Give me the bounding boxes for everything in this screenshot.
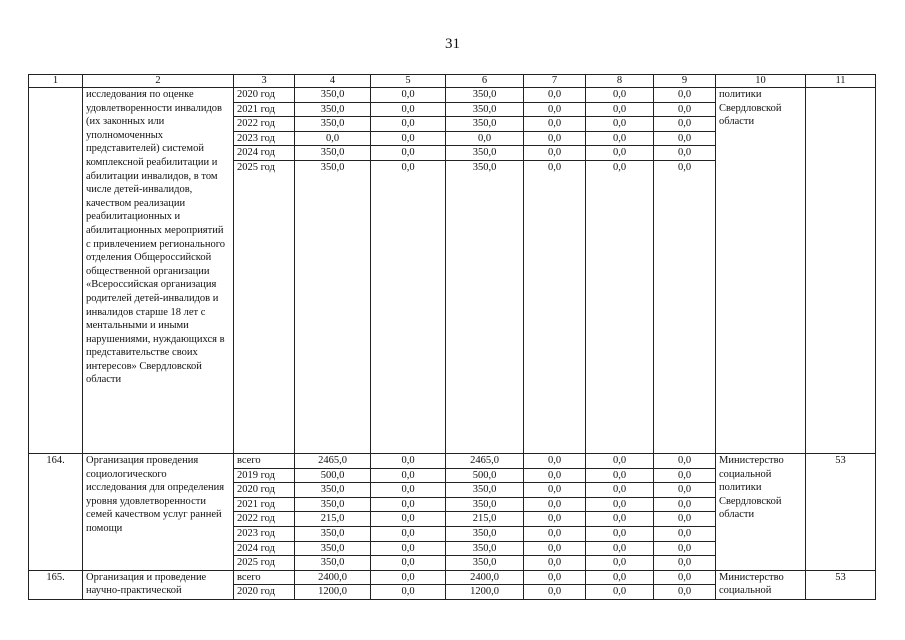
col7-cells — [524, 88, 586, 454]
value-cell: 2400,0 — [446, 571, 523, 586]
value-cell: 0,0 — [612, 161, 627, 173]
value-cell: 350,0 — [446, 88, 523, 103]
col7-cells — [524, 570, 586, 599]
col-header: 9 — [654, 75, 716, 88]
value-cell: 0,0 — [524, 512, 585, 527]
year-cell: 2020 год — [234, 88, 294, 103]
year-cell: 2020 год — [237, 586, 275, 598]
value-cell: 0,0 — [524, 132, 585, 147]
value-cell: 0,0 — [524, 469, 585, 484]
value-cell: 0,0 — [371, 483, 445, 498]
value-cell: 0,0 — [401, 161, 415, 173]
col4-cells — [295, 454, 371, 571]
value-cell: 0,0 — [677, 586, 692, 598]
value-cell: 0,0 — [654, 88, 715, 103]
value-cell: 1200,0 — [470, 586, 499, 598]
year-cell: 2019 год — [234, 469, 294, 484]
col9-cells — [654, 88, 716, 454]
year-cell: 2024 год — [234, 542, 294, 557]
value-cell: 2465,0 — [295, 454, 370, 469]
col-header: 7 — [524, 75, 586, 88]
value-cell: 0,0 — [371, 146, 445, 161]
value-cell: 0,0 — [524, 103, 585, 118]
value-cell: 0,0 — [677, 557, 692, 569]
value-cell: 0,0 — [586, 146, 653, 161]
value-cell: 0,0 — [586, 498, 653, 513]
value-cell: 0,0 — [524, 527, 585, 542]
value-cell: 0,0 — [295, 132, 370, 147]
value-cell: 0,0 — [586, 542, 653, 557]
value-cell: 215,0 — [446, 512, 523, 527]
value-cell: 350,0 — [295, 103, 370, 118]
value-cell: 0,0 — [654, 132, 715, 147]
value-cell: 350,0 — [472, 557, 497, 569]
value-cell: 350,0 — [295, 117, 370, 132]
col-header: 4 — [295, 75, 371, 88]
value-cell: 350,0 — [295, 88, 370, 103]
col-header: 6 — [446, 75, 524, 88]
col9-cells — [654, 454, 716, 571]
row-number: 165. — [29, 570, 83, 599]
year-cell: 2023 год — [234, 527, 294, 542]
value-cell: 0,0 — [586, 88, 653, 103]
value-cell: 0,0 — [547, 557, 562, 569]
col8-cells — [586, 88, 654, 454]
col-header: 8 — [586, 75, 654, 88]
value-cell: 0,0 — [371, 571, 445, 586]
value-cell: 0,0 — [524, 454, 585, 469]
value-cell: 0,0 — [446, 132, 523, 147]
value-cell: 0,0 — [401, 557, 415, 569]
value-cell: 350,0 — [446, 498, 523, 513]
value-cell: 0,0 — [654, 454, 715, 469]
value-cell: 0,0 — [371, 88, 445, 103]
value-cell: 0,0 — [654, 571, 715, 586]
value-cell: 350,0 — [446, 483, 523, 498]
value-cell: 0,0 — [612, 586, 627, 598]
col6-cells — [446, 454, 524, 571]
value-cell: 350,0 — [472, 161, 497, 173]
value-cell: 0,0 — [547, 161, 562, 173]
value-cell: 215,0 — [295, 512, 370, 527]
col-header: 5 — [371, 75, 446, 88]
value-cell: 500,0 — [446, 469, 523, 484]
year-cell: 2023 год — [234, 132, 294, 147]
value-cell: 350,0 — [295, 527, 370, 542]
year-cell: всего — [234, 454, 294, 469]
value-cell: 1200,0 — [318, 586, 347, 598]
executor-cell: политики Свердловской области — [716, 88, 806, 454]
col5-cells — [371, 570, 446, 599]
value-cell: 0,0 — [654, 542, 715, 557]
col-header: 2 — [83, 75, 234, 88]
year-cell: 2021 год — [234, 498, 294, 513]
value-cell: 0,0 — [524, 483, 585, 498]
value-cell: 0,0 — [654, 512, 715, 527]
col9-cells — [654, 570, 716, 599]
value-cell: 0,0 — [524, 117, 585, 132]
year-cells — [234, 570, 295, 599]
value-cell: 0,0 — [586, 483, 653, 498]
value-cell: 0,0 — [524, 542, 585, 557]
value-cell: 0,0 — [371, 542, 445, 557]
col-header: 11 — [806, 75, 876, 88]
col6-cells — [446, 88, 524, 454]
value-cell: 0,0 — [524, 571, 585, 586]
value-cell: 0,0 — [654, 469, 715, 484]
activity-name: Организация проведения социологического исследования для определения уровня удовлетворенности семей качеством услуг ранней помощи — [83, 454, 234, 571]
year-cell: 2025 год — [237, 557, 275, 569]
value-cell: 350,0 — [320, 557, 345, 569]
value-cell: 350,0 — [295, 542, 370, 557]
value-cell: 0,0 — [401, 586, 415, 598]
value-cell: 0,0 — [586, 132, 653, 147]
value-cell: 0,0 — [677, 161, 692, 173]
year-cells — [234, 88, 295, 454]
value-cell: 350,0 — [320, 161, 345, 173]
value-cell: 350,0 — [295, 146, 370, 161]
program-table — [28, 74, 876, 600]
value-cell: 350,0 — [446, 542, 523, 557]
col-header: 3 — [234, 75, 295, 88]
value-cell: 0,0 — [371, 103, 445, 118]
header-row — [29, 75, 876, 88]
value-cell: 0,0 — [586, 571, 653, 586]
year-cell: всего — [234, 571, 294, 586]
col5-cells — [371, 454, 446, 571]
page-number: 31 — [445, 36, 460, 52]
value-cell: 0,0 — [371, 498, 445, 513]
value-cell: 2400,0 — [295, 571, 370, 586]
value-cell: 0,0 — [371, 527, 445, 542]
value-cell: 0,0 — [586, 454, 653, 469]
value-cell: 0,0 — [586, 512, 653, 527]
value-cell: 0,0 — [586, 469, 653, 484]
table-row — [29, 570, 876, 599]
target-cell: 53 — [806, 570, 876, 599]
value-cell: 0,0 — [586, 527, 653, 542]
value-cell: 0,0 — [654, 483, 715, 498]
value-cell: 0,0 — [586, 117, 653, 132]
col4-cells — [295, 88, 371, 454]
value-cell: 0,0 — [654, 117, 715, 132]
value-cell: 0,0 — [654, 527, 715, 542]
col4-cells — [295, 570, 371, 599]
value-cell: 350,0 — [295, 483, 370, 498]
activity-name: исследования по оценке удовлетворенности инвалидов (их законных или уполномоченных представителей) системой комплексной реабилитации и абилитации инвалидов, в том числе детей-инвалидов, качеством реализации реабилитационных и абилитационных мероприятий с привлечением регионального отделения Общероссийской общественной организации «Всероссийская организация родителей детей-инвалидов и инвалидов старше 18 лет с ментальными и иными нарушениями, нуждающихся в представительстве своих интересов» Свердловской области — [83, 88, 234, 454]
col7-cells — [524, 454, 586, 571]
value-cell: 0,0 — [654, 498, 715, 513]
value-cell: 0,0 — [371, 117, 445, 132]
value-cell: 0,0 — [524, 88, 585, 103]
year-cell: 2024 год — [234, 146, 294, 161]
year-cells — [234, 454, 295, 571]
year-cell: 2022 год — [234, 117, 294, 132]
col6-cells — [446, 570, 524, 599]
value-cell: 350,0 — [446, 527, 523, 542]
target-cell: 53 — [806, 454, 876, 571]
year-cell: 2025 год — [237, 161, 275, 173]
value-cell: 0,0 — [371, 454, 445, 469]
value-cell: 0,0 — [524, 498, 585, 513]
value-cell: 0,0 — [612, 557, 627, 569]
activity-name: Организация и проведение научно-практической — [83, 570, 234, 599]
value-cell: 2465,0 — [446, 454, 523, 469]
value-cell: 350,0 — [295, 498, 370, 513]
col5-cells — [371, 88, 446, 454]
value-cell: 0,0 — [371, 469, 445, 484]
value-cell: 0,0 — [586, 103, 653, 118]
value-cell: 0,0 — [654, 146, 715, 161]
col-header: 1 — [29, 75, 83, 88]
value-cell: 0,0 — [547, 586, 562, 598]
year-cell: 2022 год — [234, 512, 294, 527]
value-cell: 350,0 — [446, 146, 523, 161]
table-row — [29, 88, 876, 454]
value-cell: 0,0 — [524, 146, 585, 161]
year-cell: 2020 год — [234, 483, 294, 498]
value-cell: 350,0 — [446, 103, 523, 118]
year-cell: 2021 год — [234, 103, 294, 118]
executor-cell: Министерство социальной политики Свердловской области — [716, 454, 806, 571]
target-cell — [806, 88, 876, 454]
row-number: 164. — [29, 454, 83, 571]
executor-cell: Министерство социальной — [716, 570, 806, 599]
value-cell: 350,0 — [446, 117, 523, 132]
value-cell: 0,0 — [654, 103, 715, 118]
table-row — [29, 454, 876, 571]
col8-cells — [586, 570, 654, 599]
col8-cells — [586, 454, 654, 571]
value-cell: 0,0 — [371, 132, 445, 147]
col-header: 10 — [716, 75, 806, 88]
value-cell: 500,0 — [295, 469, 370, 484]
row-number — [29, 88, 83, 454]
value-cell: 0,0 — [371, 512, 445, 527]
